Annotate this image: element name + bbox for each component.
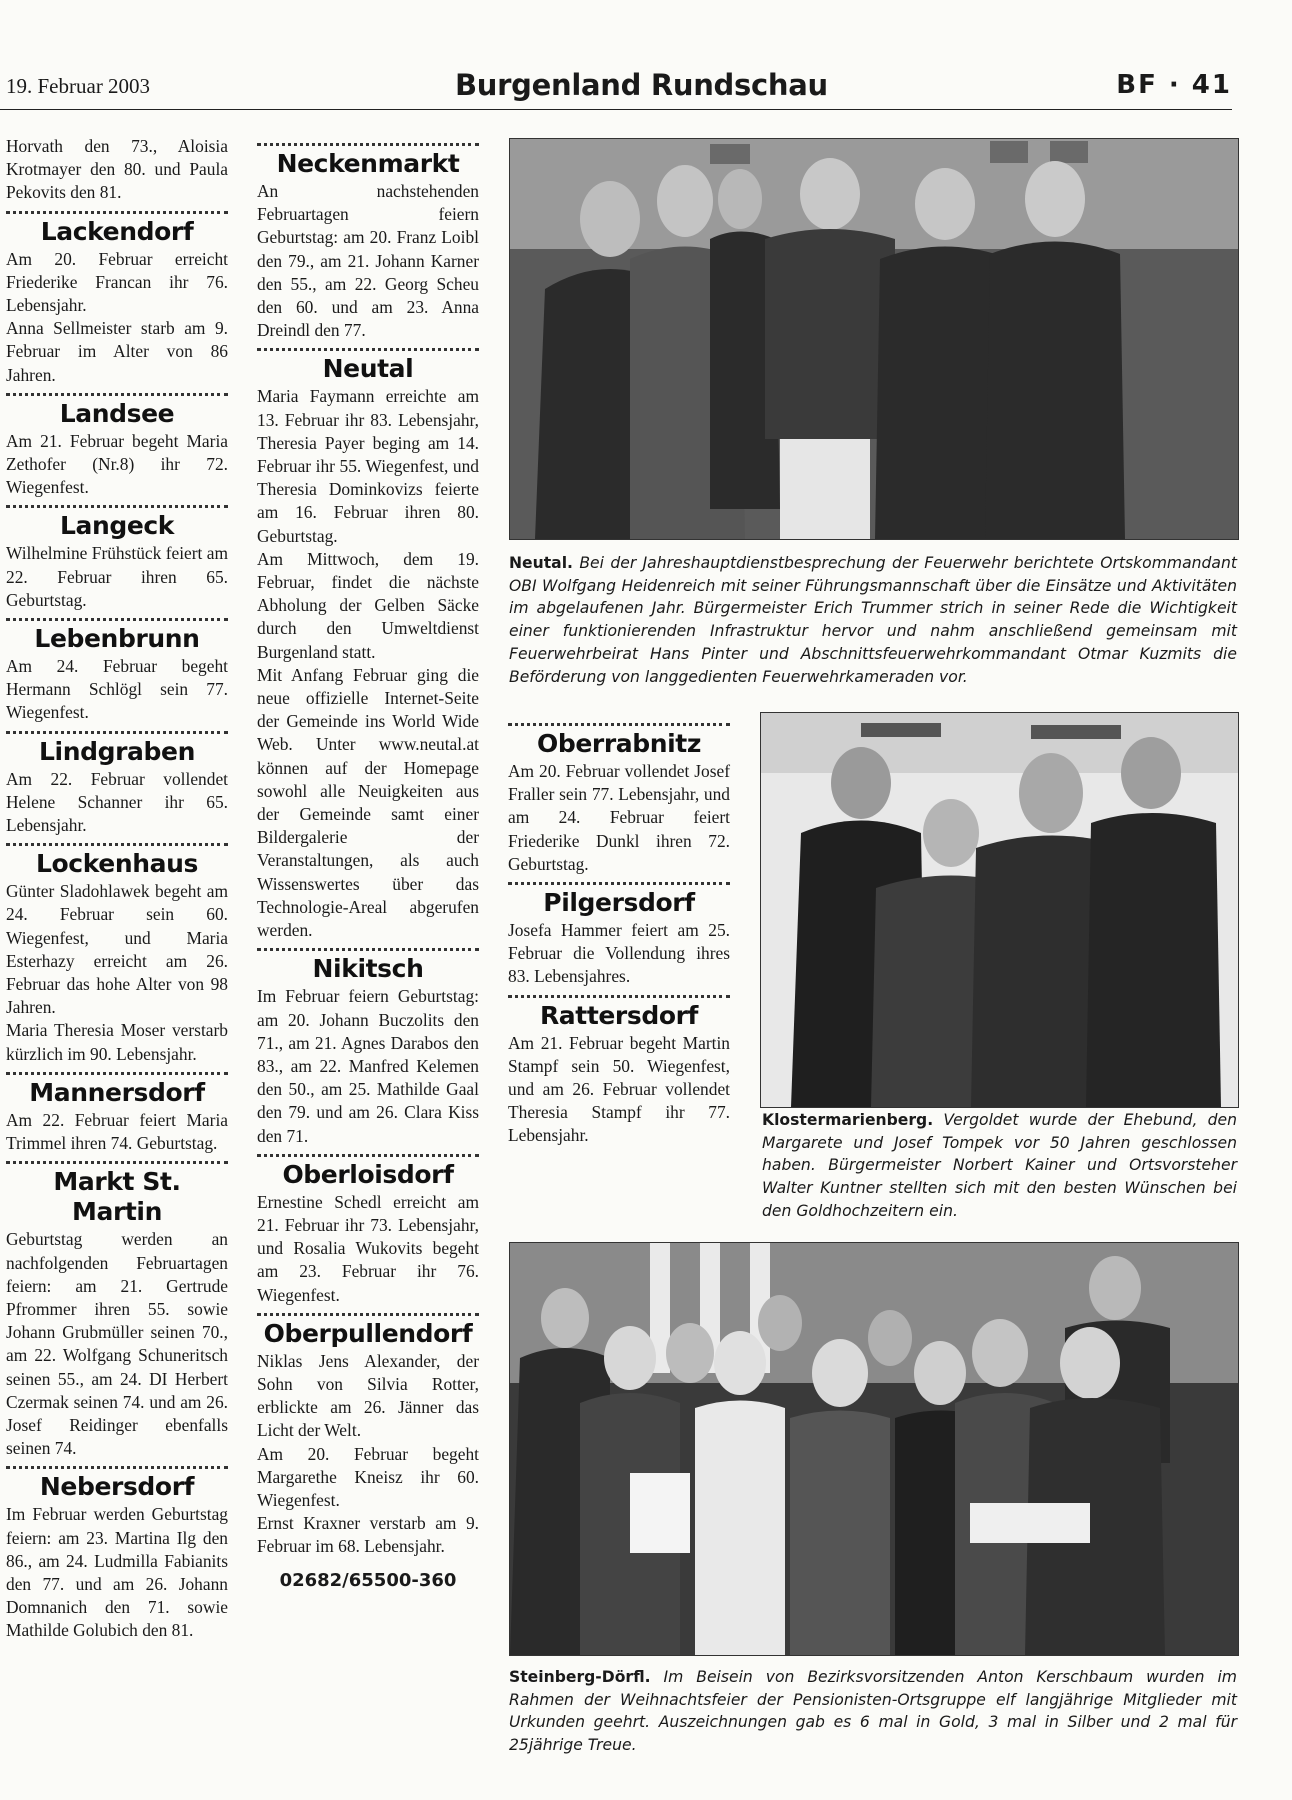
divider (6, 393, 228, 396)
divider (508, 723, 730, 726)
divider (508, 995, 730, 998)
heading-oberrabnitz: Oberrabnitz (537, 729, 701, 758)
article-text: Am 22. Februar feiert Maria Trimmel ihren 74. Geburtstag. (6, 1109, 228, 1154)
heading-nikitsch: Nikitsch (312, 954, 424, 984)
photo-neutal (509, 138, 1239, 540)
caption-klostermarienberg (762, 1109, 1237, 1223)
column-2 (257, 135, 479, 1592)
article-text: Josefa Hammer feiert am 25. Februar die Vollendung ihres 83. Lebensjahres. (508, 920, 730, 987)
article-text: Wilhelmine Frühstück feiert am 22. Februar ihren 65. Geburtstag. (6, 543, 228, 610)
header-rule (0, 109, 1232, 110)
article-text: Niklas Jens Alexander, der Sohn von Silvia Rotter, erblickte am 26. Jänner das Licht der Welt. (257, 1350, 479, 1441)
photo-steinberg (509, 1242, 1239, 1656)
caption-steinberg (509, 1666, 1237, 1757)
divider (6, 505, 228, 508)
heading-oberloisdorf: Oberloisdorf (282, 1159, 454, 1189)
article-text: Am 21. Februar begeht Maria Zethofer (Nr.8) ihr 72. Wiegenfest. (6, 430, 228, 498)
divider (257, 1313, 479, 1316)
photo-klostermarienberg (760, 712, 1239, 1108)
page-number: BF · 41 (1116, 70, 1232, 100)
article-text: Ernestine Schedl erreicht am 21. Februar ihr 73. Lebensjahr, und Rosalia Wukovits begeht am 23. Februar ihr 76. Wiegenfest. (257, 1191, 479, 1305)
heading-markt-st-martin: Markt St. Martin (53, 1167, 181, 1227)
heading-lebenbrunn: Lebenbrunn (34, 624, 200, 654)
article-text: Im Februar werden Geburtstag feiern: am 23. Martina Ilg den 86., am 24. Ludmilla Fabianits den 77. und am 26. Johann Domnanich den 71. sowie Mathilde Golubich den 81. (6, 1504, 228, 1641)
divider (6, 1161, 228, 1164)
heading-rattersdorf: Rattersdorf (539, 1000, 699, 1030)
article-text: Maria Faymann erreichte am 13. Februar ihr 83. Lebensjahr, Theresia Payer beging am 14. Februar ihr 55. Wiegenfest, und Theresia Dominkovizs feierte am 16. Februar ihren 80. Geburtstag. (257, 386, 479, 546)
caption-place: Klostermarienberg. (762, 1111, 934, 1129)
heading-oberpullendorf: Oberpullendorf (263, 1318, 473, 1348)
divider (257, 348, 479, 351)
caption-place: Steinberg-Dörfl. (509, 1668, 651, 1686)
divider (257, 1154, 479, 1157)
article-text: Ernst Kraxner verstarb am 9. Februar im 68. Lebensjahr. (257, 1513, 479, 1557)
article-text: Geburtstag werden an nachfolgenden Februartagen feiern: am 21. Gertrude Pfrommer ihren 55. sowie Johann Grubmüller seinen 70., am 22. Wolfgang Schuneritsch seinen 55., am 24. DI Herbert Czermak seinen 74. und am 26. Josef Reidinger ebenfalls seinen 74. (6, 1229, 228, 1459)
divider (6, 211, 228, 214)
caption-text: Bei der Jahreshauptdienstbesprechung der Feuerwehr berichtete Ortskommandant OBI Wolfgang Heidenreich mit seiner Führungsmannschaft über die Einsätze und Aktivitäten im abgelaufenen Jahr. Bürgermeister Erich Trummer strich in seiner Rede die Wichtigkeit einer funktionierenden Infrastruktur hervor und nahm anschließend gemeinsam mit Feuerwehrbeirat Hans Pinter und Abschnittsfeuerwehrkommandant Otmar Kuzmits die Beförderung von langgedienten Feuerwehrkameraden vor. (509, 554, 1237, 686)
article-text: Horvath den 73., Aloisia Krotmayer den 80. und Paula Pekovits den 81. (6, 136, 228, 203)
article-text: Im Februar feiern Geburtstag: am 20. Johann Buczolits den 71., am 21. Agnes Darabos den 83., am 22. Manfred Kelemen den 50., am 25. Mathilde Gaal den 79. und am 26. Clara Kiss den 71. (257, 986, 479, 1146)
photo-steinberg-image (510, 1243, 1238, 1655)
column-3 (508, 717, 730, 1148)
heading-neutal: Neutal (322, 354, 414, 384)
article-text: Am 20. Februar begeht Margarethe Kneisz ihr 60. Wiegenfest. (257, 1443, 479, 1510)
article-text: An nachstehenden Februartagen feiern Geburtstag: am 20. Franz Loibl den 79., am 21. Johann Karner den 55., am 22. Georg Scheu den 60. und am 23. Anna Dreindl den 77. (257, 181, 479, 341)
article-text: Am 22. Februar vollendet Helene Schanner ihr 65. Lebensjahr. (6, 768, 228, 836)
heading-landsee: Landsee (59, 398, 175, 428)
divider (6, 731, 228, 734)
divider (6, 843, 228, 846)
article-text: Mit Anfang Februar ging die neue offizielle Internet-Seite der Gemeinde ins World Wide Web. Unter www.neutal.at können auf der Homepage sowohl alle Neuigkeiten aus der Gemeinde samt einer Bildergalerie der Veranstaltungen, als auch Wissenswertes über das Technologie-Areal abgerufen werden. (257, 664, 479, 941)
divider (6, 618, 228, 621)
heading-neckenmarkt: Neckenmarkt (276, 149, 460, 178)
article-text: Günter Sladohlawek begeht am 24. Februar sein 60. Wiegenfest, und Maria Esterhazy erreicht am 26. Februar das hohe Alter von 98 Jahren. (6, 881, 228, 1018)
photo-neutal-image (510, 139, 1238, 539)
article-text: Maria Theresia Moser verstarb kürzlich im 90. Lebensjahr. (6, 1020, 228, 1064)
newspaper-title: Burgenland Rundschau (455, 68, 828, 102)
heading-lackendorf: Lackendorf (40, 216, 194, 246)
caption-text: Vergoldet wurde der Ehebund, den Margarete und Josef Tompek vor 50 Jahren geschlossen haben. Bürgermeister Norbert Kainer und Ortsvorsteher Walter Kuntner stellten sich mit den besten Wünschen bei den Goldhochzeitern ein. (762, 1111, 1237, 1220)
photo-klostermarienberg-image (761, 713, 1238, 1107)
heading-pilgersdorf: Pilgersdorf (543, 888, 695, 918)
column-1 (6, 135, 228, 1643)
article-text: Am 24. Februar begeht Hermann Schlögl sein 77. Wiegenfest. (6, 656, 228, 723)
heading-langeck: Langeck (59, 511, 175, 541)
article-text: Am Mittwoch, dem 19. Februar, findet die nächste Abholung der Gelben Säcke durch den Umweltdienst Burgenland statt. (257, 548, 479, 662)
heading-mannersdorf: Mannersdorf (29, 1077, 205, 1107)
caption-place: Neutal. (509, 554, 573, 572)
heading-nebersdorf: Nebersdorf (39, 1472, 195, 1502)
article-text: Am 20. Februar erreicht Friederike Francan ihr 76. Lebensjahr. (6, 248, 228, 316)
page-header (0, 0, 1292, 112)
issue-date: 19. Februar 2003 (6, 74, 151, 98)
divider (257, 143, 479, 146)
caption-neutal (509, 552, 1237, 688)
article-text: Am 21. Februar begeht Martin Stampf sein 50. Wiegenfest, und am 26. Februar vollendet Theresia Stampf ihr 77. Lebensjahr. (508, 1032, 730, 1146)
divider (508, 882, 730, 885)
heading-lockenhaus: Lockenhaus (36, 849, 198, 879)
divider (257, 948, 479, 951)
divider (6, 1466, 228, 1469)
article-text: Anna Sellmeister starb am 9. Februar im Alter von 86 Jahren. (6, 318, 228, 385)
caption-text: Im Beisein von Bezirksvorsitzenden Anton Kerschbaum wurden im Rahmen der Weihnachtsfeier der Pensionisten-Ortsgruppe elf langjährige Mitglieder mit Urkunden geehrt. Auszeichnungen gab es 6 mal in Gold, 3 mal in Silber und 2 mal für 25jährige Treue. (509, 1668, 1237, 1755)
article-text: Am 20. Februar vollendet Josef Fraller sein 77. Lebensjahr, und am 24. Februar feiert Friederike Dunkl ihren 72. Geburtstag. (508, 761, 730, 874)
heading-lindgraben: Lindgraben (39, 736, 195, 766)
contact-phone: 02682/65500-360 (279, 1569, 457, 1591)
divider (6, 1072, 228, 1075)
